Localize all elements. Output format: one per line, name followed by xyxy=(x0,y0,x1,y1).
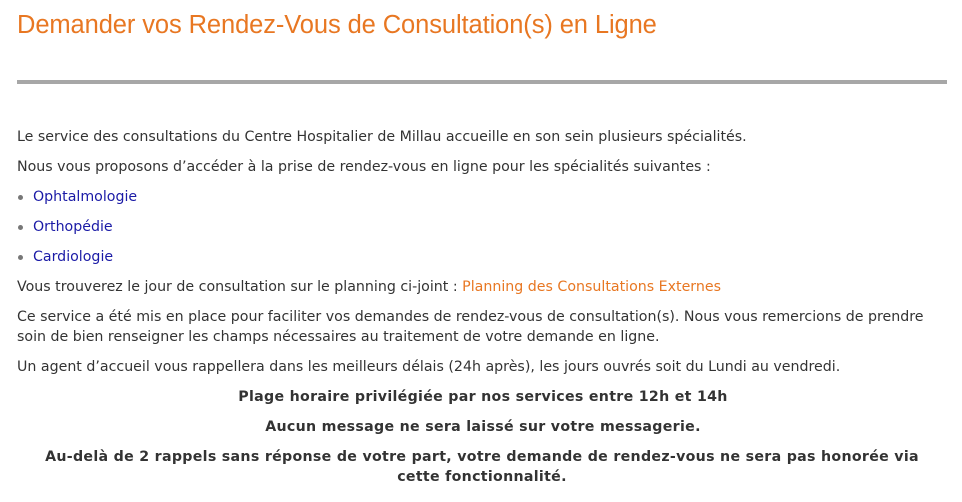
notice-hours: Plage horaire privilégiée par nos services entre 12h et 14h xyxy=(238,389,728,405)
callback-paragraph: Un agent d’accueil vous rappellera dans les meilleurs délais (24h après), les jours ouvrés soit du Lundi au vendredi. xyxy=(17,359,841,375)
specialty-link-cardiologie[interactable]: Cardiologie xyxy=(33,249,114,265)
notice-calls: Au-delà de 2 rappels sans réponse de votre part, votre demande de rendez-vous ne sera pas honorée via cette fonctionnalité. xyxy=(45,449,919,485)
title-divider xyxy=(17,80,947,84)
list-item xyxy=(17,187,949,207)
bullet-icon xyxy=(18,255,23,260)
list-item xyxy=(17,247,949,267)
page-title: Demander vos Rendez-Vous de Consultation(s) en Ligne xyxy=(17,11,657,39)
specialty-link-orthopedie[interactable]: Orthopédie xyxy=(33,219,113,235)
intro-paragraph: Le service des consultations du Centre Hospitalier de Millau accueille en son sein plusieurs spécialités. xyxy=(17,129,747,145)
bullet-icon xyxy=(18,225,23,230)
planning-link[interactable]: Planning des Consultations Externes xyxy=(462,279,722,295)
planning-text: Vous trouverez le jour de consultation sur le planning ci-joint : xyxy=(17,279,463,295)
proposal-paragraph: Nous vous proposons d’accéder à la prise de rendez-vous en ligne pour les spécialités suivantes : xyxy=(17,159,711,175)
specialty-link-ophtalmologie[interactable]: Ophtalmologie xyxy=(33,189,138,205)
specialties-list xyxy=(17,187,949,267)
notice-no-message: Aucun message ne sera laissé sur votre messagerie. xyxy=(265,419,701,435)
service-paragraph: Ce service a été mis en place pour faciliter vos demandes de rendez-vous de consultation(s). Nous vous remercions de prendre soin de bien renseigner les champs nécessaires au traitement de votre demande en ligne. xyxy=(17,309,924,345)
main-content xyxy=(17,127,949,497)
list-item xyxy=(17,217,949,237)
bullet-icon xyxy=(18,195,23,200)
planning-paragraph xyxy=(17,277,949,297)
